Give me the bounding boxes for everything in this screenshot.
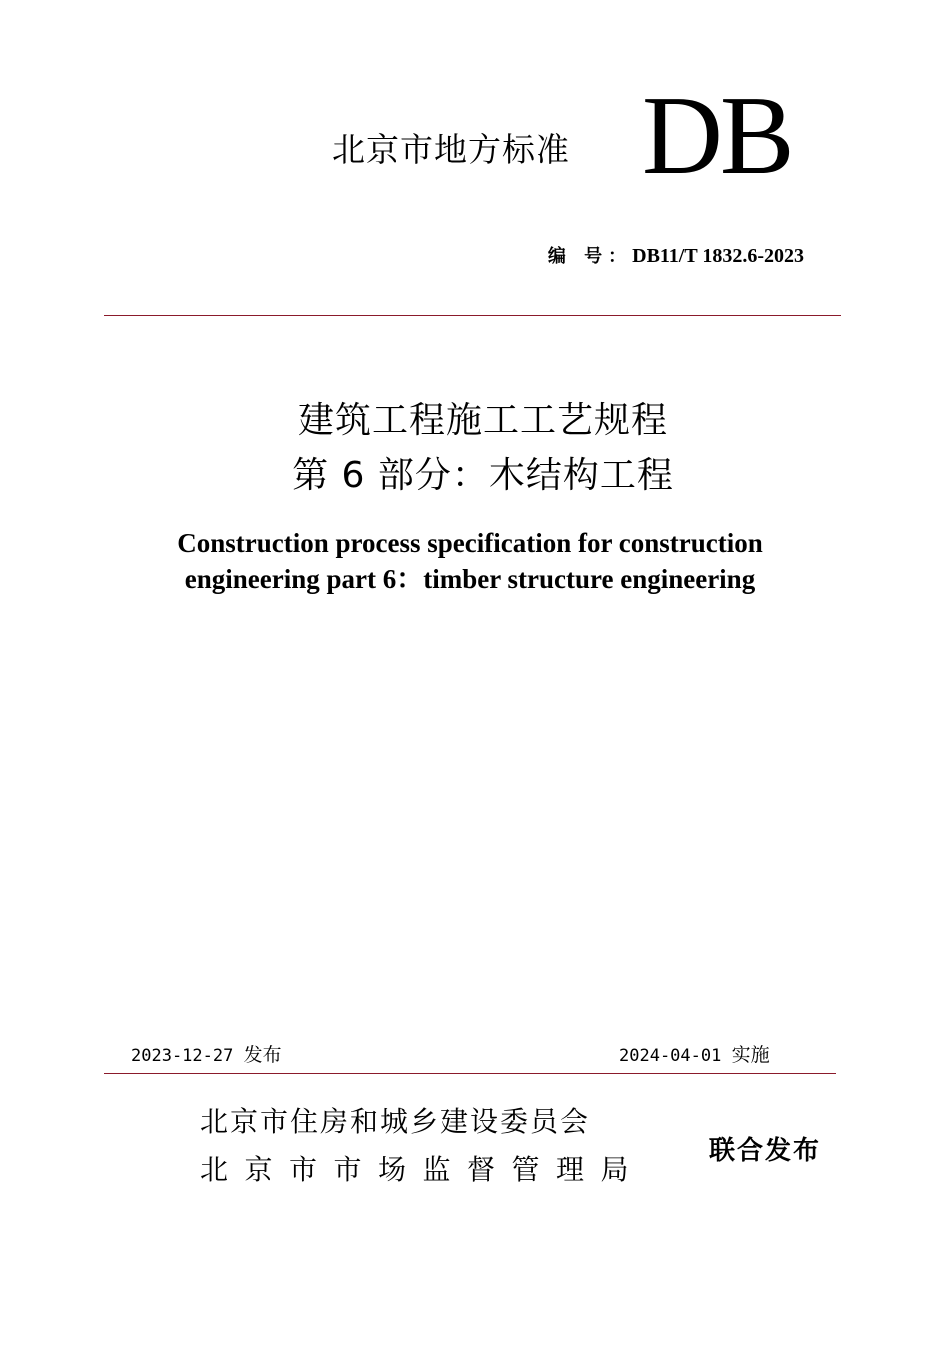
issuer-line2: 北京市市场监督管理局	[200, 1153, 646, 1186]
standard-type-label: 北京市地方标准	[332, 130, 570, 169]
standard-code: DB11/T 1832.6-2023	[632, 245, 804, 267]
joint-release-label: 联合发布	[709, 1136, 822, 1166]
title-zh-line2: 第 6 部分：木结构工程	[292, 455, 674, 496]
implement-suffix: 实施	[731, 1044, 770, 1066]
issuer-line1: 北京市住房和城乡建设委员会	[200, 1105, 591, 1138]
issue-suffix: 发布	[243, 1044, 282, 1066]
standard-code-label: 编 号：	[547, 246, 633, 267]
standard-code-line	[548, 242, 804, 268]
issue-date-line	[131, 1040, 282, 1067]
title-en-line1: Construction process specification for construction	[177, 528, 763, 558]
implement-date-line	[619, 1040, 770, 1067]
title-zh-line1: 建筑工程施工工艺规程	[297, 400, 668, 441]
title-en-line2: engineering part 6：timber structure engineering	[184, 564, 756, 594]
db-logo: DB	[642, 74, 792, 198]
bottom-divider	[104, 1073, 836, 1074]
implement-date: 2024-04-01	[619, 1046, 722, 1066]
issue-date: 2023-12-27	[131, 1046, 234, 1066]
top-divider	[104, 315, 841, 316]
